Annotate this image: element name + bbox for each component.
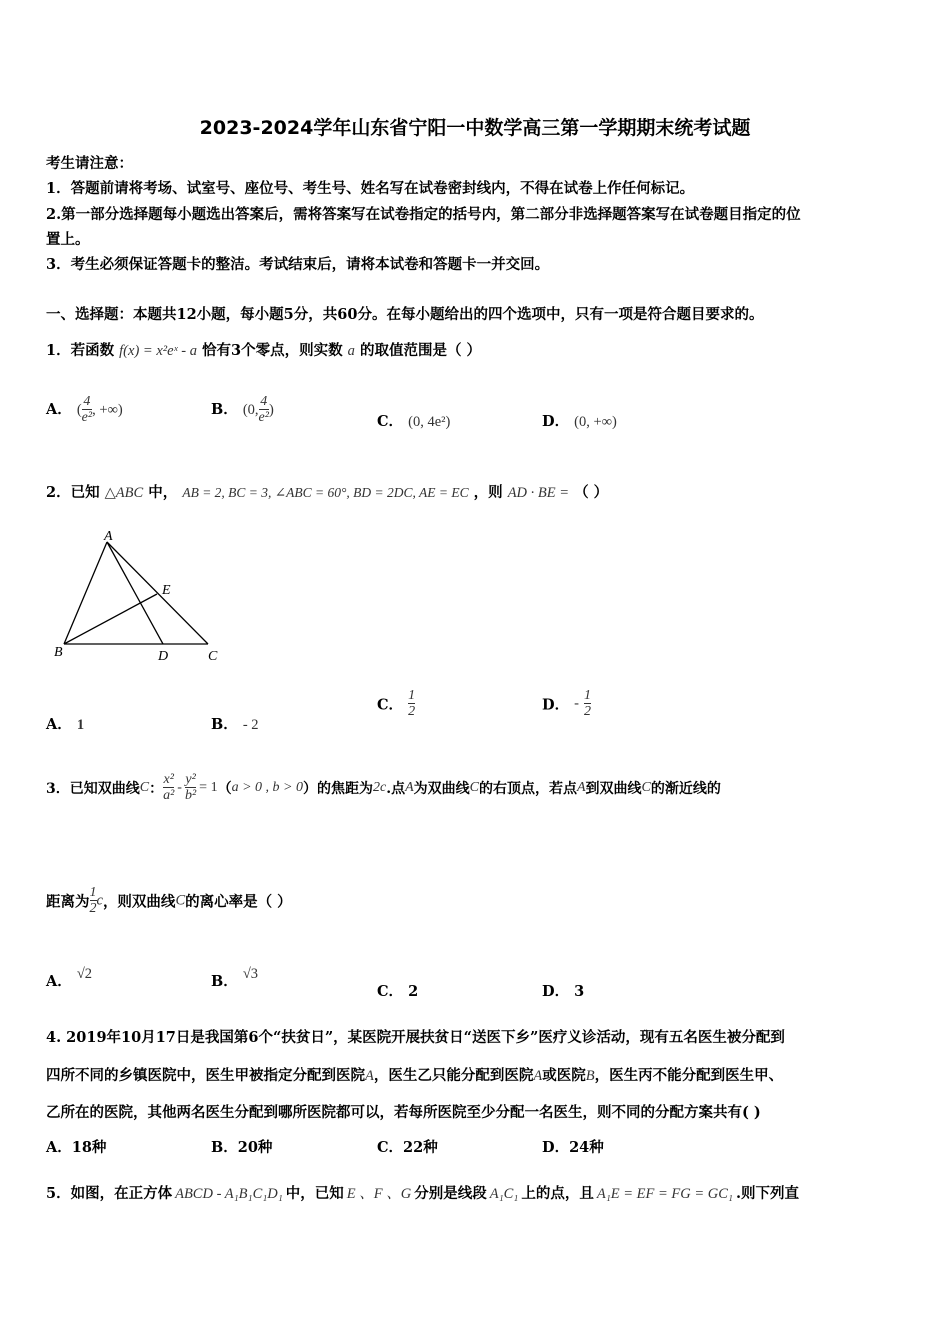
q1-a-right: , +∞) [92,401,123,418]
q3-d-label: D． [542,983,570,1000]
q1-prefix: 1．若函数 [46,342,115,359]
q5-mid: 中，已知 [285,1185,344,1202]
q1-formula: f(x) = x²eˣ - a [119,343,197,359]
q1-d-label: D． [542,413,570,430]
q1-a-label: A． [46,400,72,418]
q3-half-num: 1 [89,885,97,900]
q3-asym-end: 的渐近线的 [650,780,721,797]
q3-curve-3: C [641,779,651,795]
question-4-line-2 [46,1064,783,1085]
q3-c-var: c [96,892,103,909]
q3-lparen: （ [217,780,232,797]
q3-y-den: b² [184,788,197,804]
q4-line2-d: ，医生丙不能分配到医生甲、 [594,1067,784,1084]
q1-a-frac [82,394,92,426]
q2-c-num: 1 [408,688,416,703]
edge-ac [107,542,208,644]
q4-line2-c: 或医院 [542,1067,586,1084]
q1-b-label: B． [211,400,238,418]
q2-then: ，则 [473,484,503,501]
q1-b-left: (0, [242,401,259,418]
label-d: D [158,649,169,664]
question-1 [46,339,481,360]
q3-a-label: A． [46,973,72,990]
question-3-line-2 [46,885,292,917]
q1-a-den: e² [81,410,93,426]
q2-c-frac [408,688,415,720]
page-title: 2023-2024学年山东省宁阳一中数学高三第一学期期末统考试题 [199,117,751,139]
q3-option-d[interactable] [542,980,584,1001]
triangle-figure [50,528,230,668]
q2-prefix: 2．已知 [46,484,100,501]
q2-c-label: C． [377,696,404,714]
q1-c-label: C． [377,413,404,430]
q4-option-d[interactable]: D．24种 [542,1139,604,1156]
q1-middle: 恰有3个零点，则实数 [202,342,343,359]
q3-y-num: y² [185,772,196,787]
q3-focal: 2c [372,779,387,795]
q2-option-b[interactable] [211,713,259,734]
q4-option-a[interactable]: A．18种 [46,1139,107,1156]
q5-tail: .则下列直 [735,1185,800,1202]
segment-ad [107,542,163,644]
q3-option-a[interactable] [46,966,93,991]
q3-y-frac [185,772,196,804]
notice-item-2: 2.第一部分选择题每小题选出答案后，需将答案写在试卷指定的括号内，第二部分非选择题答案写在试卷题目指定的位 [46,206,801,223]
q1-b-den: e² [258,410,269,426]
q3-b-label: B． [211,973,238,990]
q1-b-frac [259,394,269,426]
q3-minus: - [177,779,182,795]
q3-rparen: ） [302,780,317,797]
q3-colon: ： [149,780,164,797]
q4-hospital-a: A [365,1068,374,1084]
q5-seg-text: 分别是线段 [414,1185,487,1202]
label-b: B [54,645,63,660]
q1-b-num: 4 [260,394,268,409]
q1-var: a [347,343,355,359]
label-c: C [208,649,218,664]
q2-b-label: B． [211,716,238,733]
q4-line2-a: 四所不同的乡镇医院中，医生甲被指定分配到医院 [46,1067,365,1084]
q3-ecc-suffix: 的离心率是（ ） [185,893,292,911]
q5-on-text: 上的点，且 [521,1185,594,1202]
q2-conditions: AB = 2, BC = 3, ∠ABC = 60°, BD = 2DC, AE = EC [182,485,469,500]
section-heading: 一、选择题：本题共12小题，每小题5分，共60分。在每小题给出的四个选项中，只有一项是符合题目要求的。 [46,306,764,323]
q3-to-asymptote: 到双曲线 [585,780,642,797]
notice-heading: 考生请注意： [46,155,133,172]
q1-suffix: 的取值范围是（ ） [359,342,482,359]
q2-option-c[interactable] [377,688,415,720]
q3-x-den: a² [163,788,175,804]
q1-option-c[interactable] [377,410,450,431]
q1-option-a[interactable] [46,394,123,426]
notice-item-2-cont: 置上。 [46,231,90,248]
q3-is-vertex: 为双曲线 [413,780,470,797]
q2-mid: 中， [148,484,178,501]
q3-option-b[interactable] [211,966,259,991]
notice-item-3: 3．考生必须保证答题卡的整洁。考试结束后，请将本试卷和答题卡一并交回。 [46,256,550,273]
q3-x-num: x² [163,772,174,787]
q2-triangle: △ABC [104,485,144,501]
q5-segment: A₁C₁ [489,1186,519,1202]
q2-d-num: 1 [584,688,592,703]
q3-dot-point: .点 [386,780,406,797]
q1-a-left: ( [76,401,82,418]
q1-c-value: (0, 4e²) [408,414,451,430]
q4-option-c[interactable]: C．22种 [377,1139,438,1156]
q2-option-d[interactable] [542,688,591,720]
q5-points: E 、F 、G [346,1186,412,1202]
q2-expr: AD · BE = [507,485,570,501]
q3-curve-4: C [175,892,186,909]
q2-d-sign: - [574,695,579,712]
q2-d-label: D． [542,696,570,714]
q3-half-frac [90,885,97,917]
q4-hospital-b: B [585,1068,595,1084]
q3-right-vertex: 的右顶点，若点 [478,780,577,797]
q5-prefix: 5．如图，在正方体 [46,1185,173,1202]
q3-half-den: 2 [89,901,97,917]
q3-curve: C [139,779,150,795]
q3-prefix: 3．已知双曲线 [46,780,140,797]
q3-option-c[interactable] [377,980,418,1001]
label-e: E [162,583,171,598]
q4-line2-b: ，医生乙只能分配到医院 [373,1067,534,1084]
q2-d-den: 2 [584,704,592,720]
q5-equalities: A₁E = EF = FG = GC₁ [596,1186,733,1202]
q2-b-value: - 2 [242,717,259,733]
question-2 [46,481,608,502]
q2-c-den: 2 [408,704,416,720]
notice-item-1: 1．答题前请将考场、试室号、座位号、考生号、姓名写在试卷密封线内，不得在试卷上作任何标记。 [46,180,695,197]
q2-paren: （ ） [574,484,609,501]
q1-b-right: ) [268,401,274,418]
q3-b-value: √3 [242,966,259,982]
q4-option-b[interactable]: B．20种 [211,1139,273,1156]
q4-hospital-a-2: A [533,1068,543,1084]
q3-line2-prefix: 距离为 [46,893,90,911]
q2-option-a[interactable] [46,713,84,734]
q1-d-value: (0, +∞) [574,414,617,430]
q3-after-cond: 的焦距为 [316,780,373,797]
q3-c-label: C． [377,983,404,1000]
q1-a-num: 4 [83,394,91,409]
question-3 [46,772,721,804]
q5-cube: ABCD - A₁B₁C₁D₁ [175,1186,283,1202]
question-4-line-3: 乙所在的医院，其他两名医生分配到哪所医院都可以，若每所医院至少分配一名医生，则不同的分配方案共有( ) [46,1104,761,1121]
q3-x-frac [163,772,174,804]
q1-option-b[interactable] [211,394,274,426]
question-4-line-1: 4. 2019年10月17日是我国第6个“扶贫日”，某医院开展扶贫日“送医下乡”医疗义诊活动，现有五名医生被分配到 [46,1029,785,1046]
question-5 [46,1182,799,1203]
q3-line2-suffix: ，则双曲线 [102,893,176,911]
edge-ab [64,542,107,644]
q2-a-value: 1 [76,717,85,733]
segment-be [64,594,157,644]
q3-d-value: 3 [574,983,585,1000]
q3-point-a: A [405,779,414,795]
q3-cond: a > 0 , b > 0 [231,779,303,795]
q2-d-frac [584,688,591,720]
q1-option-d[interactable] [542,410,617,431]
q3-eq1: = 1 [199,779,218,795]
q3-a-value: √2 [76,966,93,982]
label-a: A [104,529,113,544]
q2-a-label: A． [46,716,72,733]
q3-point-a-2: A [576,779,586,795]
q3-c-value: 2 [408,983,419,1000]
q3-curve-2: C [469,779,479,795]
